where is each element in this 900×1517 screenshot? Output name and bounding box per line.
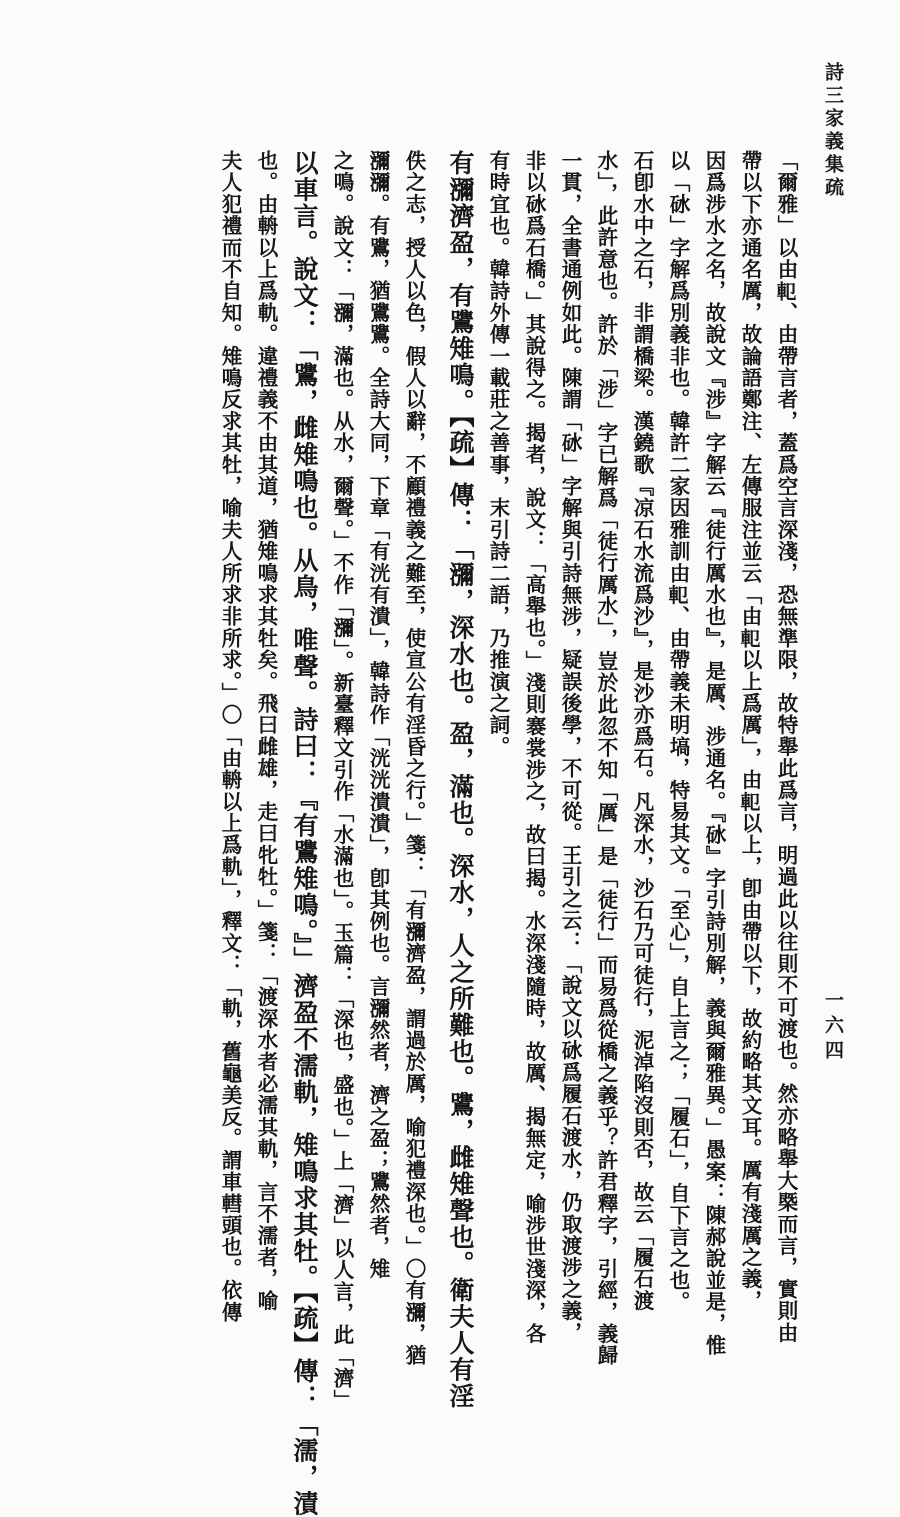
commentary-column: 有時宜也。韓詩外傳一載莊之善事，末引詩二語，乃推演之詞。 xyxy=(486,150,510,758)
commentary-column: 瀰瀰。有鷕，猶鷕鷕。全詩大同，下章「有洸有潰」，韓詩作「洸洸潰潰」，卽其例也。言瀰然者，濟之盈；鷕然者，雉 xyxy=(366,150,390,1280)
book-title: 詩三家義集疏 xyxy=(822,62,844,200)
commentary-column: 因爲涉水之名，故說文『涉』字解云『徒行厲水也』，是厲、涉通名。『砅』字引詩別解，義與爾雅異。」愚案：陳郝說並是，惟 xyxy=(702,150,726,1357)
commentary-column: 一貫，全書通例如此。陳謂「砅」字解與引詩無涉，疑誤後學，不可從。王引之云：「說文以砅爲履石渡水，仍取渡涉之義， xyxy=(558,150,582,1344)
page-number: 一六四 xyxy=(822,990,844,1065)
commentary-column: 之鳴。說文：「瀰，滿也。从水，爾聲。」不作「瀰」。新臺釋文引作「水滿也」。玉篇：「深也，盛也。」上「濟」以人言，此「濟」 xyxy=(330,150,354,1411)
commentary-column: 石卽水中之石，非謂橋梁。漢鐃歌『凉石水流爲沙』，是沙亦爲石。凡深水，沙石乃可徒行，泥淖陷沒則否，故云「履石渡 xyxy=(630,150,654,1312)
commentary-column: 非以砅爲石橋。」其說得之。揭者，說文：「高舉也。」淺則褰裳涉之，故曰揭。水深淺隨時，故厲、揭無定，喻涉世淺深，各 xyxy=(522,150,546,1345)
poem-line-column: 有瀰濟盈，有鷕雉鳴。【疏】傳：「瀰，深水也。盈，滿也。深水，人之所難也。鷕，雌雉聲也。衛夫人有淫 xyxy=(446,150,475,1410)
commentary-column: 夫人犯禮而不自知。雉鳴反求其牡，喻夫人所求非所求。」〇「由輈以上爲軌」，釋文：「軌，舊龜美反。謂車轊頭也。依傳 xyxy=(218,150,242,1323)
commentary-column: 也。由輈以上爲軌。違禮義不由其道，猶雉鳴求其牡矣。飛曰雌雄，走曰牝牡。」箋：「渡深水者必濡其軌，言不濡者，喻 xyxy=(254,150,278,1312)
commentary-column: 帶以下亦通名厲，故論語鄭注、左傳服注並云「由𨊠以上爲厲」，由𨊠以上，卽由帶以下，故約略其文耳。厲有淺厲之義， xyxy=(738,150,762,1312)
commentary-column: 佚之志，授人以色，假人以辭，不顧禮義之難至，使宣公有淫昏之行。」箋：「有瀰濟盈，謂過於厲，喻犯禮深也。」〇有瀰，猶 xyxy=(402,150,426,1367)
poem-line-column: 以車言。說文：「鷕，雌雉鳴也。从鳥，唯聲。詩曰：『有鷕雉鳴。』」濟盈不濡軌，雉鳴求其牡。【疏】傳：「濡，漬 xyxy=(290,150,319,1517)
commentary-column: 以「砅」字解爲別義非也。韓許二家因雅訓由𨊠、由帶義未明塙，特易其文。「至心」，自上言之；「履石」，自下言之也。 xyxy=(666,150,690,1313)
text-body xyxy=(44,150,804,1517)
commentary-column: 「爾雅」以由𨊠、由帶言者，蓋爲空言深淺，恐無準限，故特舉此爲言，明過此以往則不可渡也。然亦略舉大槩而言，實則由 xyxy=(774,150,798,1344)
commentary-column: 水」，此許意也。許於「涉」字已解爲「徒行厲水」，豈於此忽不知「厲」是「徒行」而易爲從橋之義乎？許君釋字，引經，義歸 xyxy=(594,150,618,1367)
